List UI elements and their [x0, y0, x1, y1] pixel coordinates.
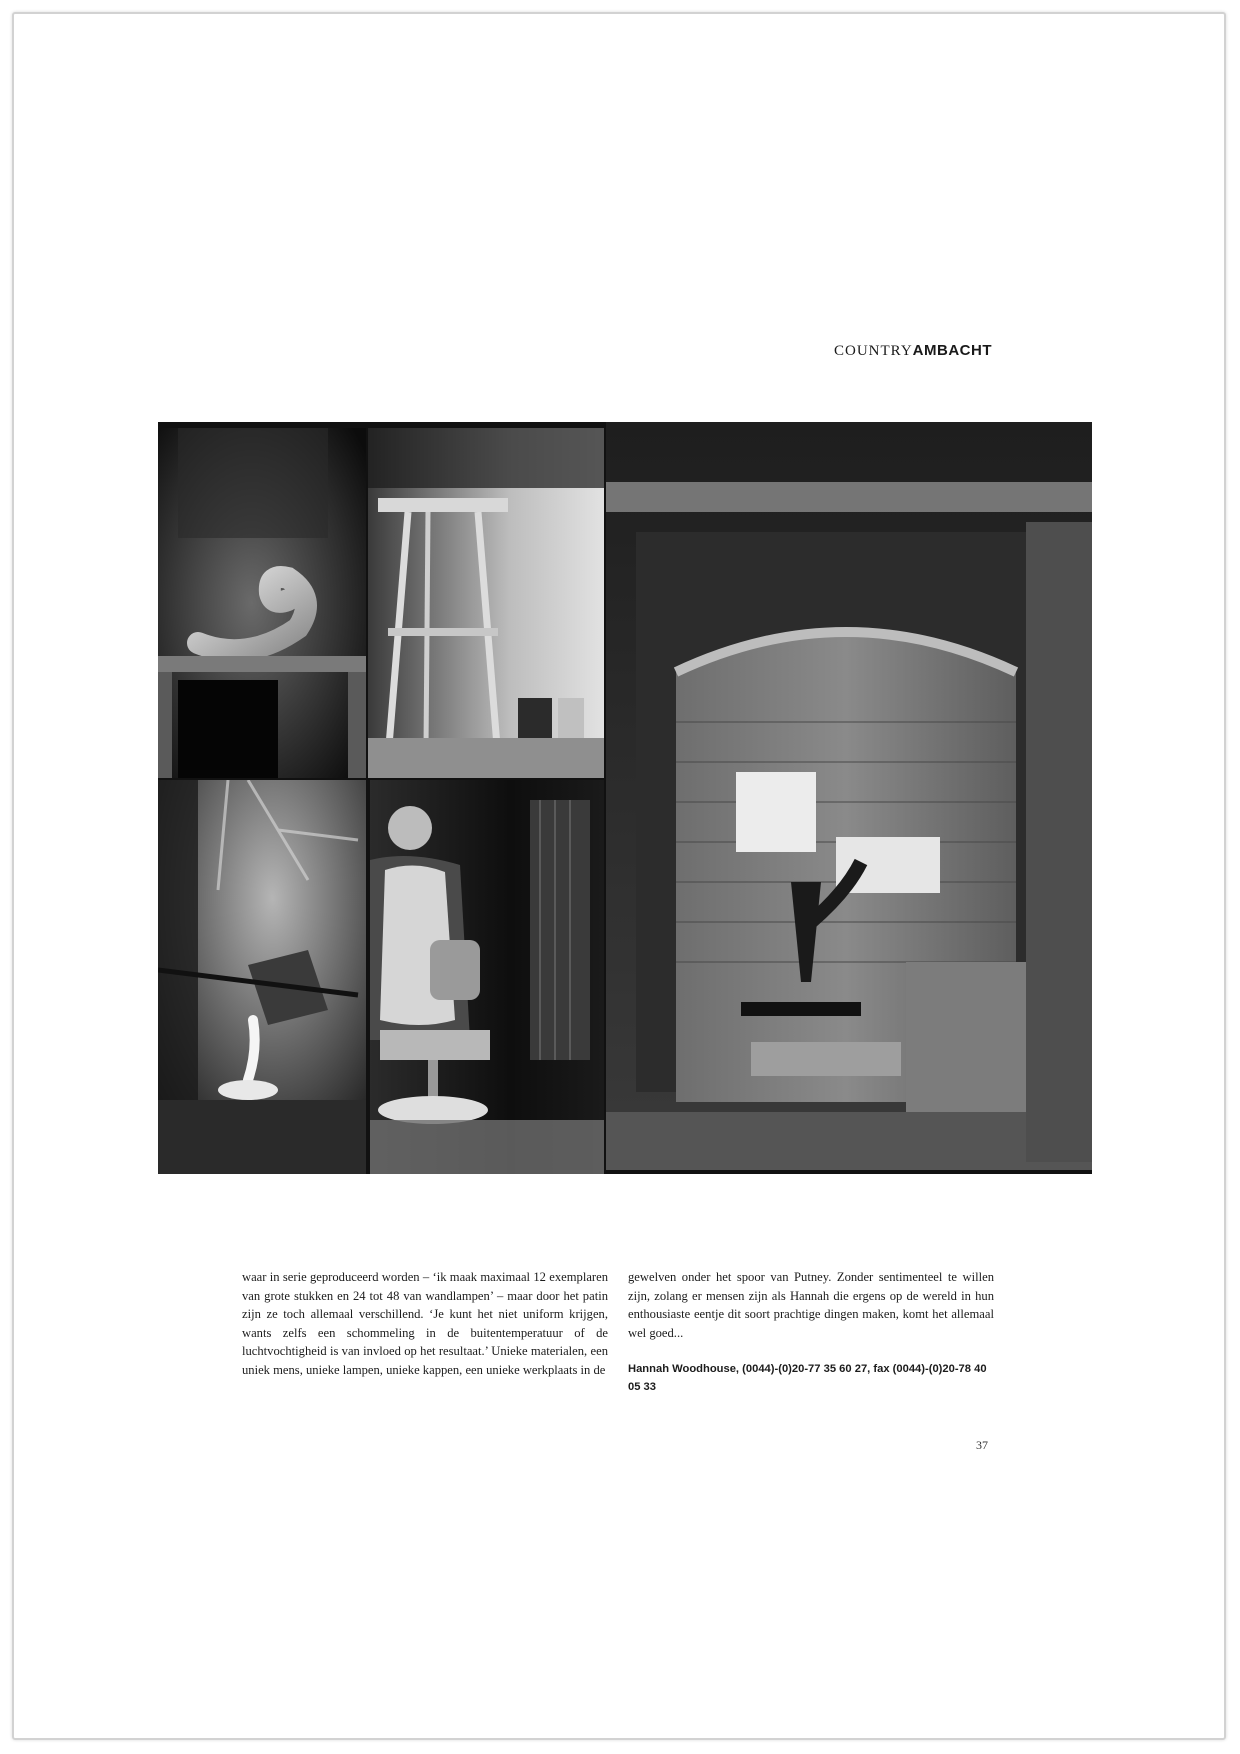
photo-craftsman-portrait: [370, 780, 604, 1174]
photo-casting-metal: [158, 780, 366, 1174]
article-column-left: waar in serie geproduceerd worden – ‘ik maak maximaal 12 exemplaren van grote stukken en 24 tot 48 van wandlampen’ – maar door het patin zijn ze toch allemaal verschillend. ‘Je kunt het niet uniform krijgen, wants zelfs een schommeling in de buitentemperatuur of de luchtvochtigheid is van invloed op het resultaat.’ Unieke materialen, een uniek mens, unieke lampen, unieke kappen, een unieke werkplaats in de: [242, 1270, 608, 1377]
section-label-ambacht: AMBACHT: [912, 342, 992, 359]
section-label-country: COUNTRY: [833, 343, 913, 359]
contact-info: Hannah Woodhouse, (0044)-(0)20-77 35 60 27, fax (0044)-(0)20-78 40 05 33: [628, 1363, 987, 1394]
page-number: 37: [976, 1438, 988, 1452]
photo-icon: [368, 428, 604, 778]
section-label: [834, 342, 992, 360]
photo-kiln-arch: [606, 422, 1092, 1170]
photo-icon: [606, 422, 1092, 1170]
article-column-right: [628, 1268, 994, 1396]
photo-icon: [370, 780, 604, 1174]
photo-icon: [158, 780, 366, 1174]
photo-icon: [158, 428, 366, 778]
article-column-right-text: gewelven onder het spoor van Putney. Zonder sentimenteel te willen zijn, zolang er mensen zijn als Hannah die ergens op de wereld in hun enthousiaste eentje dit soort prachtige dingen maken, komt het allemaal wel goed...: [628, 1270, 994, 1340]
photo-sculpture-shell: [158, 428, 366, 778]
photo-collage: [158, 422, 1092, 1174]
photo-workshop-stools: [368, 428, 604, 778]
